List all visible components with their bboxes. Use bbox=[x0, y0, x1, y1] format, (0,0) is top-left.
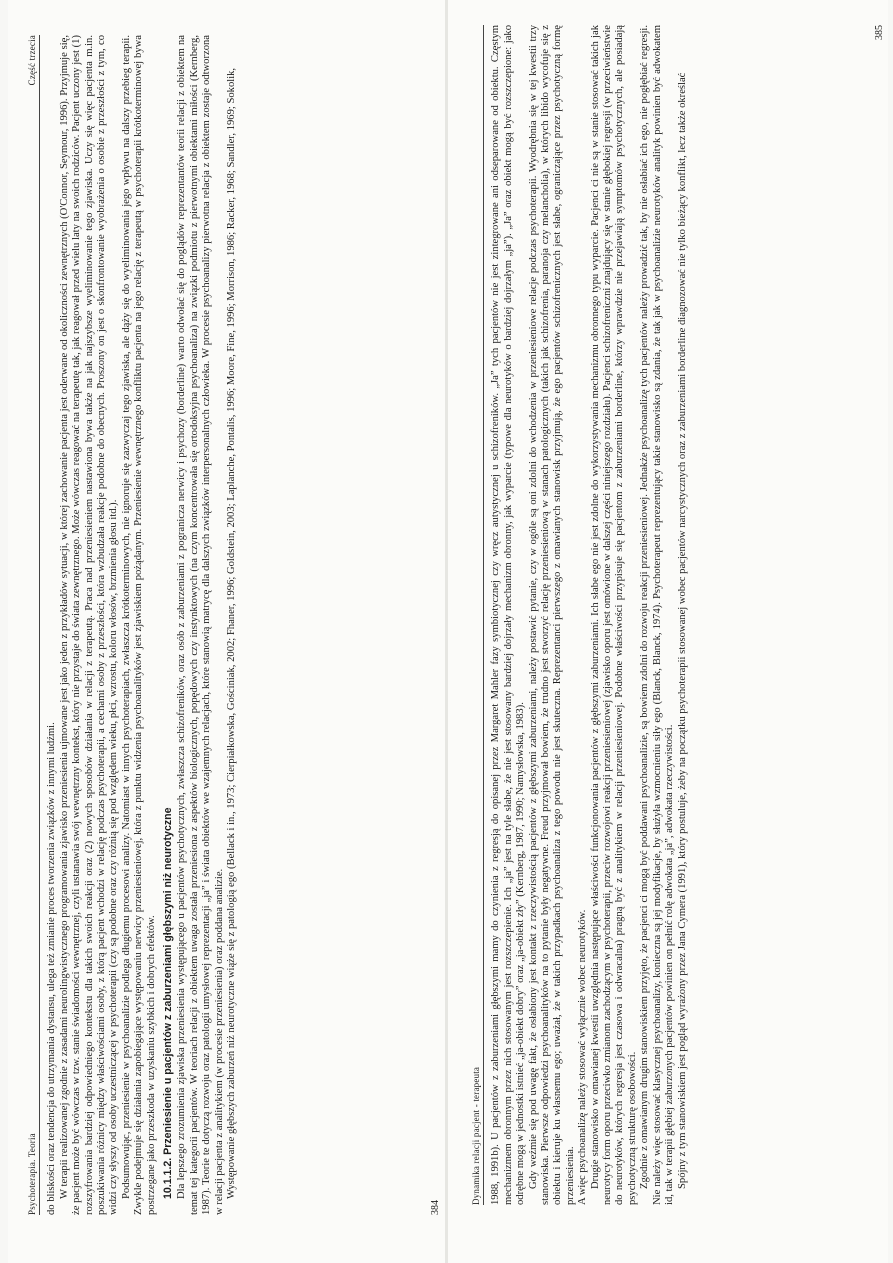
paragraph: Spójny z tym stanowiskiem jest pogląd wyrażony przez Jana Cymera (1991), który postuluje, żeby na początku psychoterapii stosowanej wobec pacjentów narcystycznych oraz z zaburzeniami borderline diagnozować nie tylko bieżący konflikt, lecz także określać bbox=[676, 72, 688, 1189]
header-right: Część trzecia bbox=[27, 35, 37, 86]
page-number: 385 bbox=[873, 25, 885, 40]
running-header bbox=[470, 25, 484, 1205]
page-number: 384 bbox=[429, 1200, 441, 1215]
left-page-content bbox=[26, 35, 441, 1215]
paragraph: Dla lepszego zrozumienia zjawiska przeniesienia występującego u pacjentów psychotycznych, zwłaszcza schizofreników, oraz osób z zaburzeniami z pogranicza nerwicy i psychozy (borderline) warto odwołać się do poglądów reprezentantów teorii relacji z obiektem na temat tej kategorii pacjentów. W teoriach relacji z obiektem uwaga została przeniesiona z aspektów biologicznych, popędowych czy instynktowych (na czym koncentrowała się ortodoksyjna psychoanaliza) na związki podmiotu z pierwotnymi obiektami miłości (Kernberg, 1987). Teorie te dotyczą rozwoju oraz patologii umysłowej reprezentacji „ja” i świata obiektów we wzajemnych relacjach, które stanowią matrycę dla dalszych związków interpersonalnych człowieka. W procesie psychoanalizy pierwotna relacja z obiektem zostaje odtworzona w relacji pacjenta z analitykiem (w procesie przeniesienia) oraz poddana analizie. bbox=[176, 35, 225, 1215]
right-page bbox=[448, 0, 888, 1263]
paragraph: Występowanie głębszych zaburzeń niż neurotyczne wiąże się z patologią ego (Bellack i in., 1973; Cierpiałkowska, Gościniak, 2002; Fhaner, 1996; Goldstein, 2003; Laplanche, Pontalis, 1996; Moore, Fine, 1996; Morrison, 1986; Racker, 1968; Sandler, 1969; Sokolik, bbox=[226, 67, 238, 1199]
right-page-content bbox=[470, 25, 885, 1205]
paragraph: Zgodnie z omawianym drugim stanowiskiem przyjęto, że pacjenci ci mogą być poddawani psychoanalizie, są bowiem zdolni do rozwoju reakcji przeniesieniowej. Jednakże psychoanalizę tych pacjentów należy prowadzić tak, by nie osłabiać ich ego, nie pogłębiać regresji. Nie należy więc stosować klasycznej psychoanalizy, konieczna są jej modyfikacje, by służyła wzmocnieniu siły ego (Blanck, Blanck, 1974). Psychoterapeut reprezentujący takie stanowisko są zdania, że tak jak w psychoanalizie neurotyków analityk powinien być adwokatem id, tak w terapii głębiej zaburzonych pacjentów powinien on pełnić rolę adwokata „ja”, adwokata rzeczywistości. bbox=[639, 25, 676, 1205]
paragraph: 1988, 1991b). U pacjentów z zaburzeniami głębszymi mamy do czynienia z regresją do opisanej przez Margaret Mahler fazy symbiotycznej czy wręcz autystycznej u schizofreników. „Ja” tych pacjentów nie jest zintegrowane ani odseparowane od obiektu. Częstym mechanizmem obronnym przez nich stosowanym jest rozszczepienie. Ich „ja” jest na tyle słabe, że nie jest stosowany bardziej dojrzały mechanizm obronny, jak wyparcie (typowe dla neurotyków o bardziej dojrzałym „ja”). „Ja” oraz obiekt mogą być rozszczepione: jako odrębne mogą w jednostki istnieć „ja-obiekt dobry” oraz „ja-obiekt zły” (Kernberg, 1987, 1990; Namysłowska, 1983). bbox=[490, 25, 527, 1205]
paragraph: W terapii realizowanej zgodnie z zasadami neurolingwistycznego programowania zjawisko przeniesienia ujmowane jest jako jeden z przykładów sytuacji, w której zachowanie pacjenta jest oderwane od okoliczności zewnętrznych (O'Connor, Seymour, 1996). Przyjmuje się, że pacjent może być wówczas w tzw. stanie świadomości wewnętrznej, czyli ustanawia swój wewnętrzny kontekst, który nie przystaje do świata zewnętrznego. Może wówczas reagować na terapeutę tak, jak reagował przed wielu laty na swoich rodziców. Pacjent uczony jest (1) rozszyfrowania bardziej odpowiedniego kontekstu dla takich swoich reakcji oraz (2) nowych sposobów działania w relacji z terapeutą. Praca nad przeniesieniem nastawiona bywa także na jak najszybsze wyeliminowanie tego zjawiska. Uczy się więc pacjenta m.in. poszukiwania różnicy między właściwościami osoby, z którą pacjent wchodzi w relację podczas psychoterapii, a cechami osoby z przeszłości, która wzbudzała reakcje podobne do obecnych. Proszony on jest o skonfrontowanie wyobrażenia o osobie z przeszłości z tym, co widzi czy słyszy od osoby uczestniczącej w psychoterapii (czy są podobne oraz czy różnią się pod względem wieku, płci, wzrostu, koloru włosów, brzmienia głosu itd.). bbox=[58, 35, 120, 1215]
section-heading: 10.1.1.2. Przeniesienie u pacjentów z zaburzeniami głębszymi niż neurotyczne bbox=[162, 807, 175, 1199]
header-left: Psychoterapia. Teoria bbox=[27, 1133, 37, 1215]
paragraph: Drugie stanowisko w omawianej kwestii uwzględnia następujące właściwości funkcjonowania pacjentów z głębszymi zaburzeniami. Ich słabe ego nie jest zdolne do wykorzystywania mechanizmu obronnego typu wyparcie. Pacjenci ci nie są w stanie stosować takich jak neurotycy form oporu przeciwko zmianom zachodzącym w psychoterapii, przeciw rozwojowi reakcji przeniesieniowej (zjawisko oporu jest omówione w dalszej części niniejszego rozdziału). Pacjenci schizofreniczni znajdujący się w stanie głębokiej regresji (w przeciwieństwie do neurotyków, których regresja jest czasowa i odwracalna) pragną być z analitykiem w relacji przeniesieniowej. Podobne właściwości przypisuje się pacjentom z zaburzeniami borderline, którzy wprawdzie nie przejawiają symptomów psychotycznych, ale posiadają psychotyczną strukturę osobowości. bbox=[589, 25, 638, 1205]
paragraph: A więc psychoanalizę należy stosować wyłącznie wobec neurotyków. bbox=[577, 909, 589, 1205]
paragraph: Podsumowując, przeniesienie w psychoanalizie podlega długiemu procesowi analizy. Natomiast w innych psychoterapiach, zwłaszcza krótkoterminowych, nie ignoruje się zazwyczaj tego zjawiska, ale dąży się do wyeliminowania jego wpływu na dalszy przebieg terapii. Zwykle podejmuje się działania zapobiegające występowaniu nerwicy przeniesieniowej, która z punktu widzenia psychoanalityków jest zjawiskiem pożądanym. Przeniesienie wewnętrznego konfliktu pacjenta na jego relację z terapeutą w psychoterapii krótkoterminowej bywa postrzegane jako przeszkoda w uzyskaniu szybkich i dobrych efektów. bbox=[120, 35, 157, 1215]
running-header bbox=[26, 35, 40, 1215]
header-left: Dynamika relacji pacjent - terapeuta bbox=[471, 1066, 481, 1205]
left-page bbox=[8, 0, 448, 1263]
paragraph: do bliskości oraz tendencja do utrzymania dystansu, ulega też zmianie proces tworzenia związków z innymi ludźmi. bbox=[46, 722, 58, 1215]
paragraph: Gdy weźmie się pod uwagę fakt, że osłabiony jest kontakt z rzeczywistością pacjentów z głębszymi zaburzeniami, należy postawić pytanie, czy w ogóle są oni zdolni do wchodzenia w przeniesieniowe relacje podczas psychoterapii. Wyodrębnia się w tej kwestii trzy stanowiska. Pierwsze odpowiedzi psychoanalityków na to pytanie były negatywne. Freud przyjmował bowiem, że trudno jest stworzyć relację przeniesieniową w stanach patologicznych (takich jak schizofrenia, paranoja czy melancholia), w których libido wycofuje się z obiektu i kieruje ku własnemu ego; uważał, że w takich przypadkach psychoanaliza z tego powodu nie jest skuteczna. Reprezentanci pierwszego z omawianych stanowisk przyjmują, że ego pacjentów schizofrenicznych jest słabe, ograniczające przez psychotyczną formę przeniesienia. bbox=[527, 25, 576, 1205]
